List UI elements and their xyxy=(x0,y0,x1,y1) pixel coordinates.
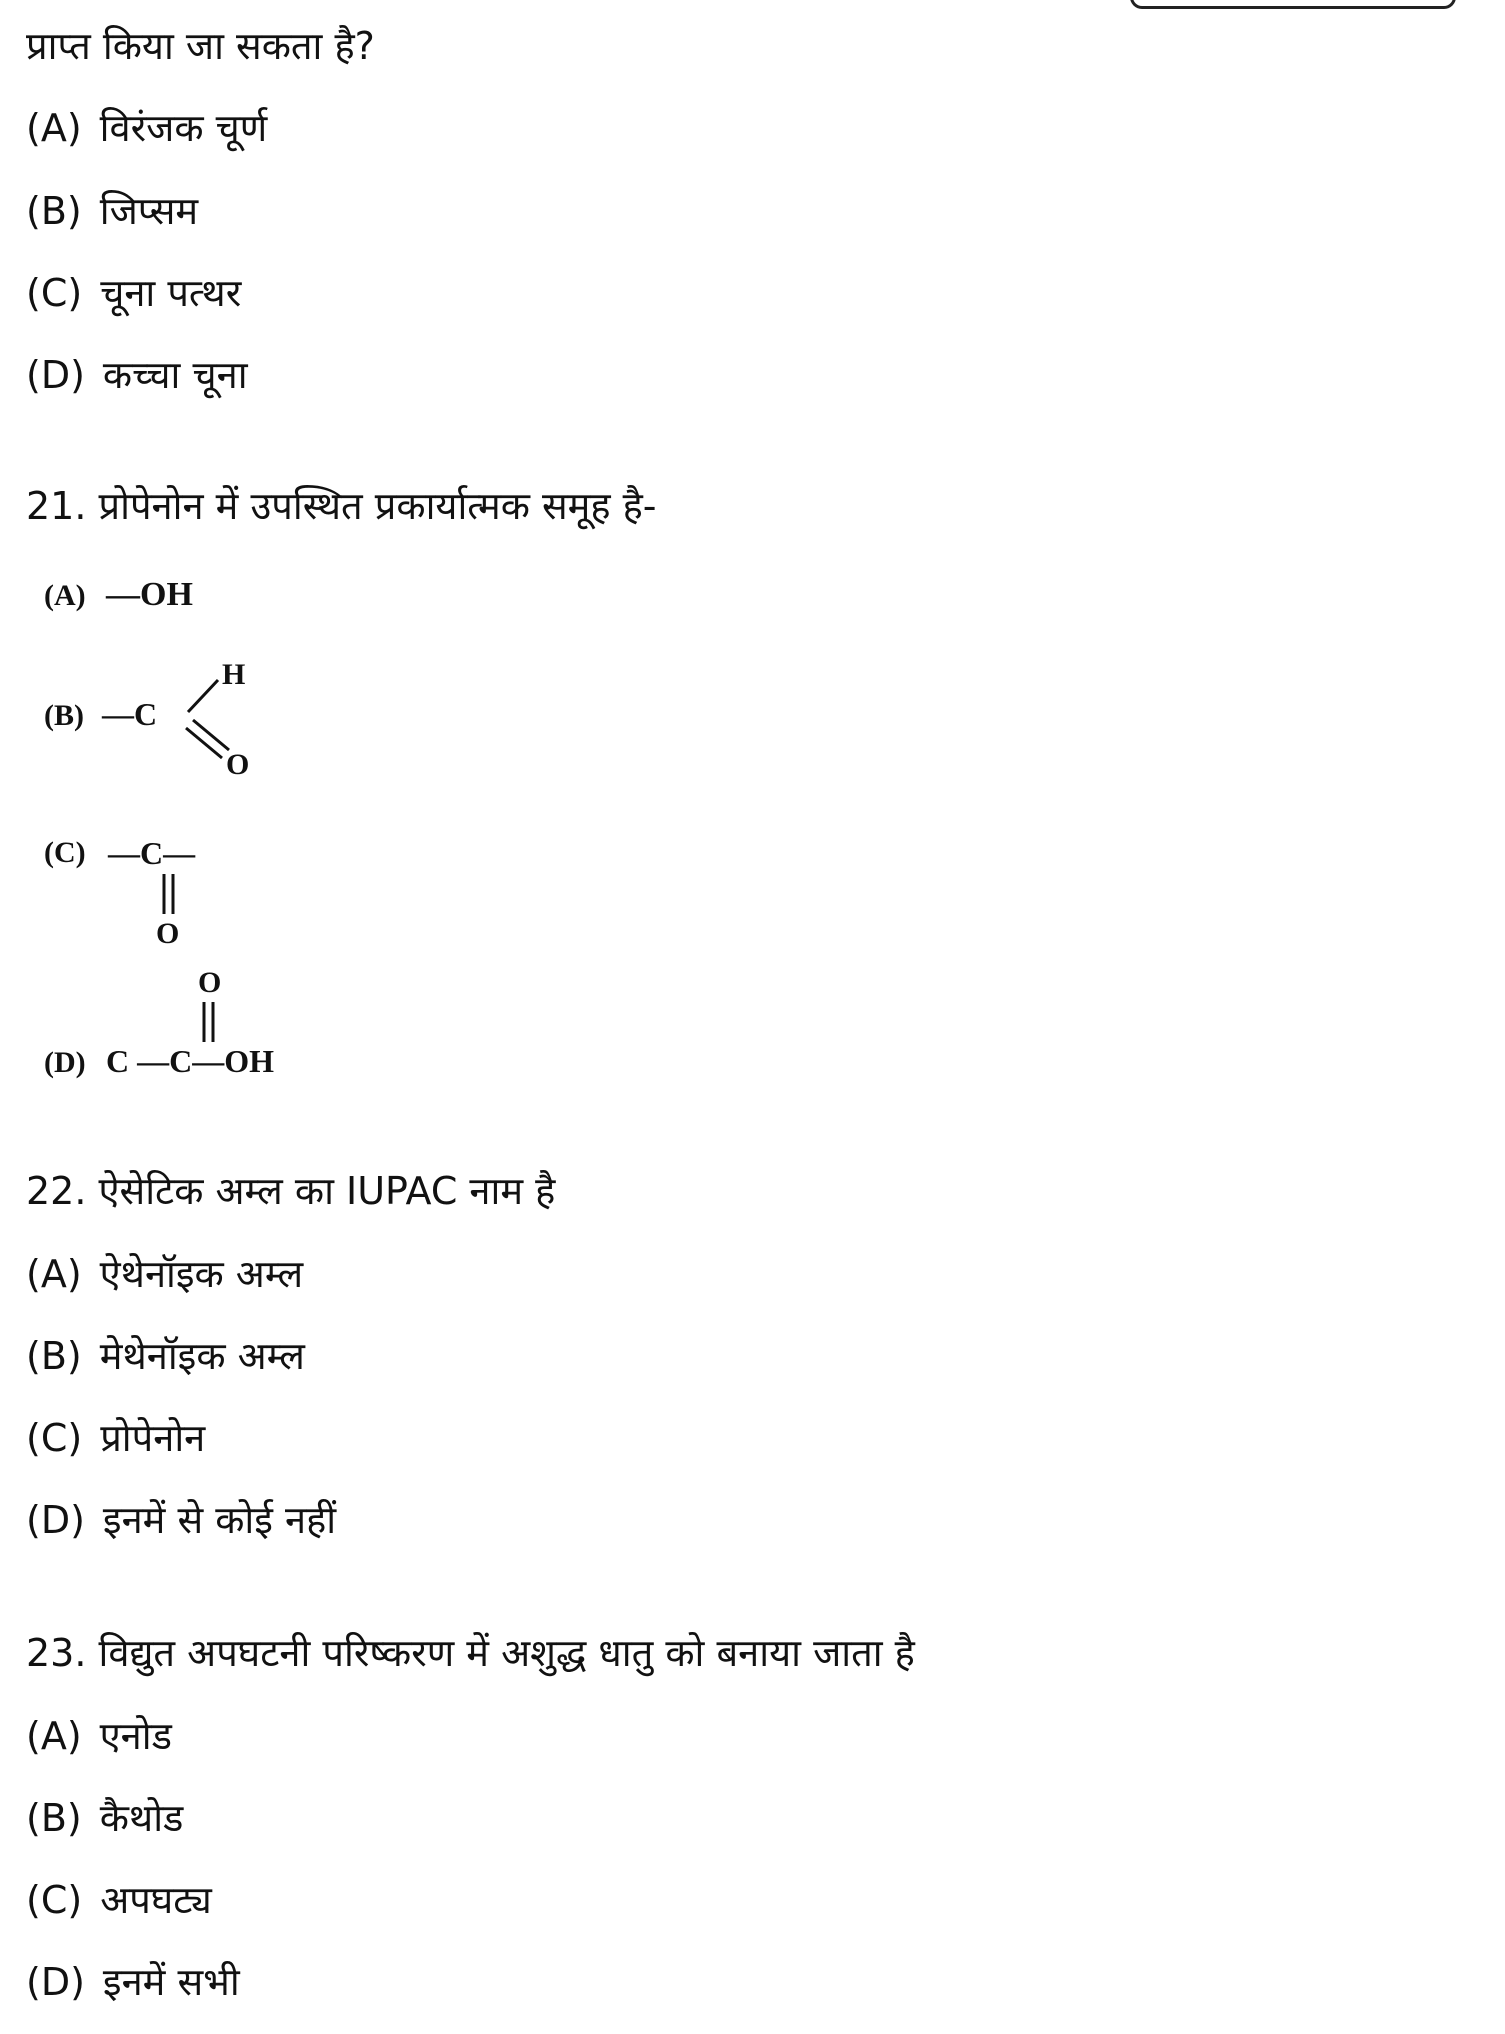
double-bond-line-2 xyxy=(193,720,229,750)
option-label: (D) xyxy=(26,1498,85,1542)
option-text: ऐथेनॉइक अम्ल xyxy=(99,1252,304,1296)
option-label: (C) xyxy=(26,1878,83,1922)
aldehyde-carbon: —C xyxy=(102,696,158,732)
option-text: इनमें सभी xyxy=(102,1960,240,2004)
q21-option-a-structure xyxy=(40,555,360,625)
option-text: चूना पत्थर xyxy=(100,271,242,315)
q20-option-c xyxy=(26,267,241,319)
double-bond-line-1 xyxy=(186,728,222,758)
option-text: जिप्सम xyxy=(99,189,199,233)
aldehyde-o: O xyxy=(226,748,250,780)
option-label: (D) xyxy=(44,1046,86,1079)
option-label: (B) xyxy=(44,699,84,732)
option-label: (C) xyxy=(26,1416,83,1460)
q23-option-c xyxy=(26,1874,212,1926)
option-text: विरंजक चूर्ण xyxy=(99,106,268,150)
option-text: एनोड xyxy=(99,1714,172,1758)
q20-question-tail: प्राप्त किया जा सकता है? xyxy=(26,24,375,68)
option-text: कच्चा चूना xyxy=(102,353,248,397)
q23-option-a xyxy=(26,1710,172,1762)
q22-option-b xyxy=(26,1330,305,1382)
q20-option-a xyxy=(26,102,267,154)
q22-option-d xyxy=(26,1494,336,1546)
hydroxyl-group: —OH xyxy=(106,576,193,613)
q21-option-c-structure xyxy=(40,820,360,950)
q20-option-b xyxy=(26,185,198,237)
q23-question: 23. विद्युत अपघटनी परिष्करण में अशुद्ध धातु को बनाया जाता है xyxy=(26,1631,915,1675)
option-label: (A) xyxy=(26,1252,82,1296)
option-label: (A) xyxy=(26,1714,82,1758)
bond-to-h xyxy=(188,680,218,712)
q23-option-b xyxy=(26,1792,183,1844)
option-label: (B) xyxy=(26,1796,82,1840)
option-label: (A) xyxy=(26,106,82,150)
q22-option-c xyxy=(26,1412,205,1464)
cropped-answer-bracket xyxy=(1130,0,1456,9)
ketone-o: O xyxy=(156,917,180,950)
option-text: इनमें से कोई नहीं xyxy=(102,1498,337,1542)
q21-question: 21. प्रोपेनोन में उपस्थित प्रकार्यात्मक समूह है- xyxy=(26,484,657,528)
option-label: (D) xyxy=(26,353,85,397)
option-label: (B) xyxy=(26,189,82,233)
option-label: (C) xyxy=(26,271,83,315)
carboxyl-chain: C —C—OH xyxy=(106,1043,274,1079)
option-text: अपघट्य xyxy=(100,1878,212,1922)
q21-option-b-structure xyxy=(40,650,360,780)
option-label: (D) xyxy=(26,1960,85,2004)
q22-option-a xyxy=(26,1248,303,1300)
ketone-carbon-chain: —C— xyxy=(108,835,196,871)
q21-option-d-structure xyxy=(40,960,360,1085)
option-label: (B) xyxy=(26,1334,82,1378)
carboxyl-o: O xyxy=(198,966,222,999)
option-text: मेथेनॉइक अम्ल xyxy=(99,1334,305,1378)
option-label: (C) xyxy=(44,836,86,869)
q23-option-d xyxy=(26,1956,240,2008)
q20-option-d xyxy=(26,349,248,401)
option-text: कैथोड xyxy=(99,1796,184,1840)
q22-question: 22. ऐसेटिक अम्ल का IUPAC नाम है xyxy=(26,1169,556,1213)
option-label: (A) xyxy=(44,579,86,612)
aldehyde-h: H xyxy=(222,658,246,691)
option-text: प्रोपेनोन xyxy=(100,1416,206,1460)
